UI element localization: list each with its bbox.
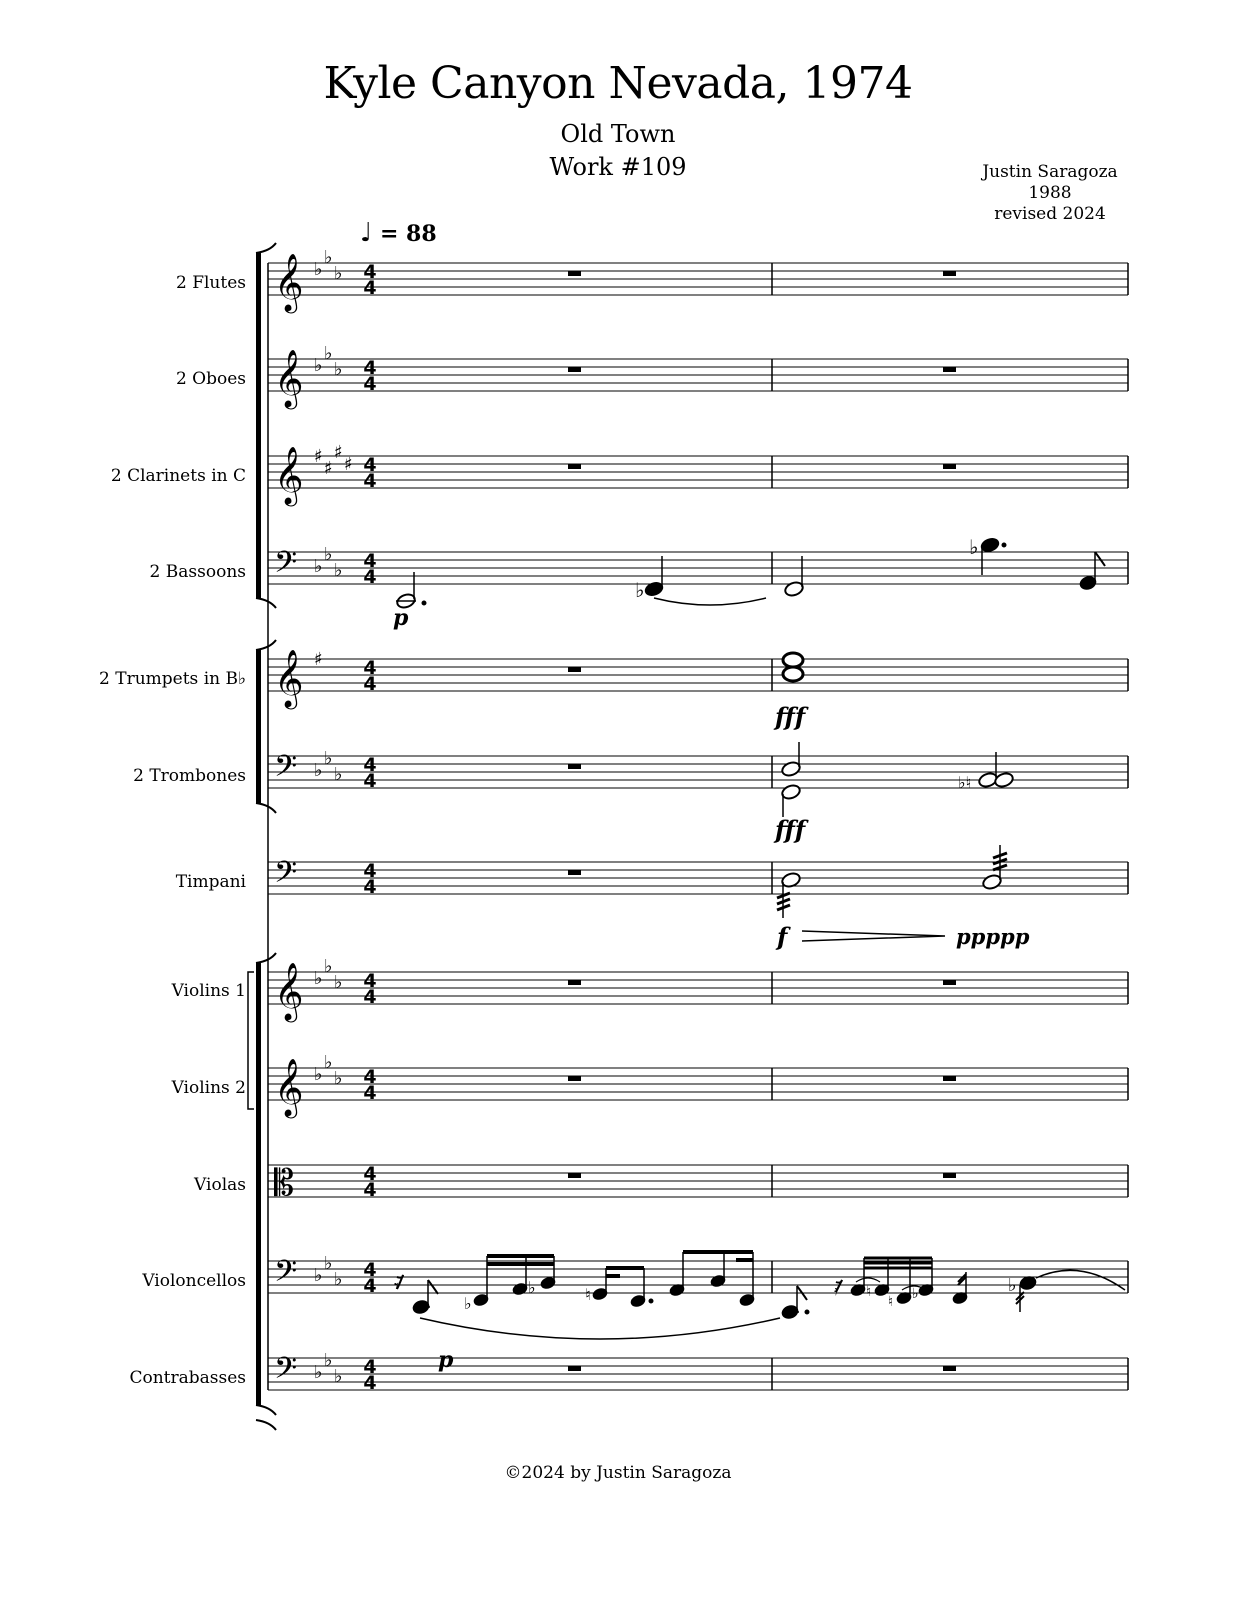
svg-text:♮: ♮	[866, 1284, 872, 1300]
time-signature-numerator: 4	[363, 261, 377, 283]
treble-clef-icon: 𝄞	[274, 349, 304, 407]
whole-rest-icon	[568, 367, 581, 372]
whole-rest-icon	[943, 1076, 956, 1081]
alto-clef-icon: 𝄡	[274, 1163, 295, 1204]
staves	[268, 263, 1128, 1390]
staff-5	[268, 659, 1128, 691]
treble-clef-icon: 𝄞	[274, 253, 304, 311]
score-subtitle: Old Town	[560, 120, 676, 148]
time-signature-numerator: 4	[363, 1066, 377, 1088]
key-signatures	[314, 247, 353, 1387]
time-signature-denominator: 4	[363, 373, 377, 395]
bass-clef-icon: 𝄢	[274, 750, 298, 791]
time-signature-denominator: 4	[363, 876, 377, 898]
flat-icon: ♭	[314, 355, 323, 376]
flat-icon: ♭	[314, 760, 323, 781]
instrument-label-clarinets: 2 Clarinets in C	[110, 466, 246, 486]
treble-clef-icon: 𝄞	[274, 446, 304, 504]
staff-12	[268, 1358, 1128, 1390]
cello-notes	[394, 1252, 1125, 1373]
time-signature-numerator: 4	[363, 970, 377, 992]
sharp-icon: ♯	[334, 442, 343, 463]
svg-text:♭: ♭	[912, 1286, 919, 1302]
time-signature-denominator: 4	[363, 470, 377, 492]
time-signature-denominator: 4	[363, 673, 377, 695]
instrument-label-trumpets: 2 Trumpets in B♭	[99, 669, 246, 689]
svg-text:♮: ♮	[585, 1285, 591, 1304]
composition-year: 1988	[1028, 183, 1072, 203]
trombone-notes	[773, 742, 1015, 844]
time-signature-denominator: 4	[363, 277, 377, 299]
bass-clef-icon: 𝄢	[274, 546, 298, 587]
violins-sub-bracket	[248, 972, 254, 1109]
time-signature-numerator: 4	[363, 1356, 377, 1378]
time-signature-numerator: 4	[363, 357, 377, 379]
instrument-label-violins-1: Violins 1	[171, 981, 246, 1001]
time-signature-denominator: 4	[363, 986, 377, 1008]
staff-9	[268, 1068, 1128, 1100]
flat-icon: ♭	[324, 247, 333, 268]
instrument-label-bassoons: 2 Bassoons	[149, 562, 246, 582]
time-signature-denominator: 4	[363, 1082, 377, 1104]
whole-rest-icon	[568, 1366, 581, 1371]
whole-rest-icon	[943, 980, 956, 985]
flat-icon: ♭	[334, 560, 343, 581]
staff-4	[268, 552, 1128, 584]
treble-clef-icon: 𝄞	[274, 1058, 304, 1116]
whole-rest-icon	[568, 1173, 581, 1178]
flat-icon: ♭	[314, 556, 323, 577]
dynamic-timpani-f: f	[777, 922, 788, 951]
time-signature-numerator: 4	[363, 1259, 377, 1281]
system-bracket-brass	[256, 640, 276, 813]
svg-text:♭♮: ♭♮	[958, 773, 972, 792]
whole-rest-icon	[568, 870, 581, 875]
svg-text:♭: ♭	[528, 1278, 536, 1297]
whole-rests	[568, 271, 956, 1371]
flat-icon: ♭	[324, 748, 333, 769]
svg-text:♮: ♮	[888, 1294, 894, 1310]
instrument-label-timpani: Timpani	[175, 872, 246, 892]
flat-icon: ♭	[334, 764, 343, 785]
flat-icon: ♭	[314, 1064, 323, 1085]
treble-clef-icon: 𝄞	[274, 649, 304, 707]
time-signature-denominator: 4	[363, 566, 377, 588]
time-signature-denominator: 4	[363, 770, 377, 792]
time-signature-numerator: 4	[363, 550, 377, 572]
timpani-notes	[775, 845, 1030, 951]
staff-10	[268, 1165, 1128, 1197]
time-signature-denominator: 4	[363, 1179, 377, 1201]
flat-icon: ♭	[314, 1362, 323, 1383]
system-bracket-woodwinds	[256, 243, 276, 608]
dynamic-trombones-fff: fff	[775, 815, 806, 844]
svg-text:𝄿: 𝄿	[834, 1283, 839, 1299]
dynamic-bassoons-p: p	[393, 605, 409, 631]
staff-2	[268, 359, 1128, 391]
staff-1	[268, 263, 1128, 295]
bass-clef-icon: 𝄢	[274, 1255, 298, 1296]
score-title: Kyle Canyon Nevada, 1974	[323, 58, 913, 109]
flat-icon: ♭	[324, 956, 333, 977]
flat-icon: ♭	[324, 1253, 333, 1274]
flat-icon: ♭	[334, 263, 343, 284]
quarter-note-icon: ♩	[360, 218, 373, 248]
flat-icon: ♭	[334, 972, 343, 993]
svg-text:♭: ♭	[1008, 1275, 1017, 1296]
instrument-label-flutes: 2 Flutes	[175, 273, 246, 293]
clefs	[274, 253, 304, 1393]
whole-rest-icon	[568, 980, 581, 985]
bass-clef-icon: 𝄢	[274, 856, 298, 897]
flat-icon: ♭	[314, 259, 323, 280]
instrument-label-contrabasses: Contrabasses	[129, 1368, 246, 1388]
svg-text:♭: ♭	[969, 535, 979, 559]
whole-rest-icon	[568, 271, 581, 276]
whole-rest-icon	[568, 667, 581, 672]
sharp-icon: ♯	[314, 649, 323, 670]
flat-icon: ♭	[324, 1052, 333, 1073]
whole-rest-icon	[943, 1366, 956, 1371]
svg-text:♭: ♭	[464, 1294, 472, 1313]
flat-icon: ♭	[324, 1350, 333, 1371]
time-signature-numerator: 4	[363, 754, 377, 776]
trumpet-notes	[773, 653, 809, 731]
time-signature-denominator: 4	[363, 1372, 377, 1394]
time-signature-numerator: 4	[363, 454, 377, 476]
whole-rest-icon	[943, 464, 956, 469]
decrescendo-hairpin	[802, 931, 945, 941]
time-signature-numerator: 4	[363, 860, 377, 882]
sharp-icon: ♯	[324, 458, 333, 479]
bassoon-notes	[393, 535, 1105, 631]
whole-rest-icon	[568, 464, 581, 469]
sharp-icon: ♯	[344, 454, 353, 475]
work-number: Work #109	[549, 153, 687, 181]
sharp-icon: ♯	[314, 446, 323, 467]
flat-icon: ♭	[314, 1265, 323, 1286]
flat-icon: ♭	[334, 1068, 343, 1089]
time-signature-numerator: 4	[363, 657, 377, 679]
instrument-label-violins-2: Violins 2	[171, 1078, 246, 1098]
time-signature-numerator: 4	[363, 1163, 377, 1185]
staff-3	[268, 456, 1128, 488]
instrument-label-trombones: 2 Trombones	[133, 766, 246, 786]
treble-clef-icon: 𝄞	[274, 962, 304, 1020]
composer-name: Justin Saragoza	[982, 162, 1118, 182]
whole-rest-icon	[943, 367, 956, 372]
dynamic-trumpets-fff: fff	[775, 702, 806, 731]
whole-rest-icon	[568, 764, 581, 769]
whole-rest-icon	[943, 271, 956, 276]
flat-icon: ♭	[324, 544, 333, 565]
tempo-value: = 88	[379, 221, 437, 247]
dynamic-timpani-ppppp: ppppp	[956, 924, 1030, 949]
svg-text:♭: ♭	[635, 578, 645, 602]
staff-8	[268, 972, 1128, 1004]
whole-rest-icon	[568, 1076, 581, 1081]
revision-note: revised 2024	[994, 204, 1106, 224]
time-signatures	[363, 261, 376, 1394]
copyright-notice: ©2024 by Justin Saragoza	[504, 1463, 732, 1483]
flat-icon: ♭	[334, 359, 343, 380]
flat-icon: ♭	[334, 1269, 343, 1290]
flat-icon: ♭	[334, 1366, 343, 1387]
time-signature-denominator: 4	[363, 1275, 377, 1297]
instrument-label-oboes: 2 Oboes	[175, 369, 246, 389]
flat-icon: ♭	[314, 968, 323, 989]
whole-rest-icon	[943, 1173, 956, 1178]
bass-clef-icon: 𝄢	[274, 1352, 298, 1393]
instrument-label-violas: Violas	[194, 1175, 246, 1195]
instrument-label-cellos: Violoncellos	[142, 1271, 246, 1291]
flat-icon: ♭	[324, 343, 333, 364]
dynamic-cellos-p: p	[438, 1347, 454, 1373]
svg-text:𝄾: 𝄾	[394, 1276, 399, 1297]
